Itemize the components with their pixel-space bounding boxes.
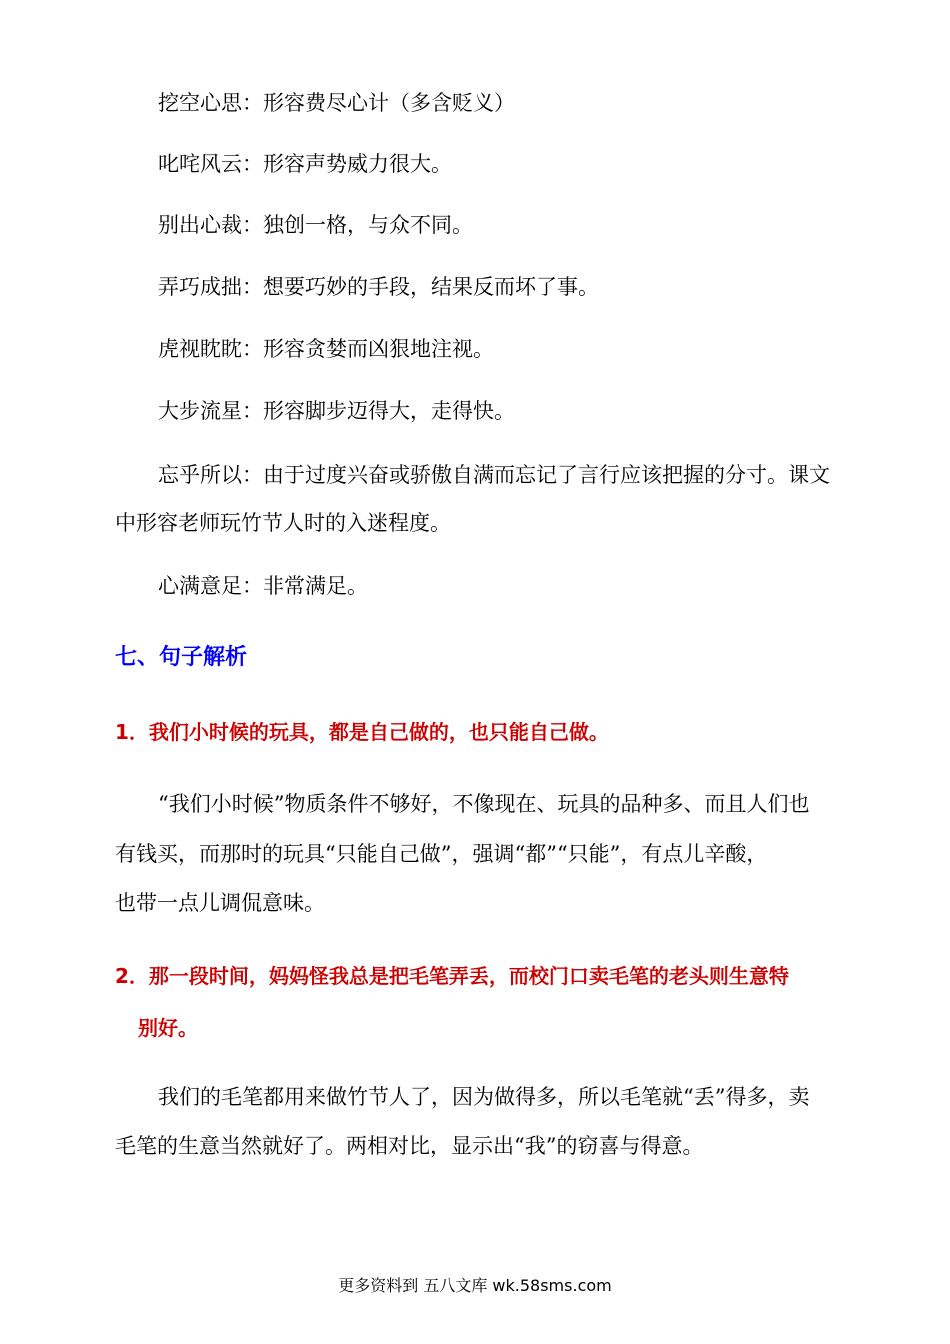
idiom-line-continued: 中形容老师玩竹节人时的入迷程度。 bbox=[115, 511, 451, 535]
idiom-line: 叱咤风云：形容声势威力很大。 bbox=[158, 152, 452, 176]
analysis-line: 有钱买，而那时的玩具“只能自己做”，强调“都”“只能”，有点儿辛酸， bbox=[115, 842, 768, 866]
section-heading: 七、句子解析 bbox=[115, 645, 248, 670]
analysis-line: 也带一点儿调侃意味。 bbox=[115, 891, 325, 915]
idiom-line: 弄巧成拙：想要巧妙的手段，结果反而坏了事。 bbox=[158, 275, 599, 299]
footer-link[interactable]: 更多资料到 五八文库 wk.58sms.com bbox=[338, 1276, 612, 1295]
idiom-line: 大步流星：形容脚步迈得大，走得快。 bbox=[158, 399, 515, 423]
sentence-heading-line: 2．那一段时间，妈妈怪我总是把毛笔弄丢，而校门口卖毛笔的老头则生意特 bbox=[115, 964, 789, 988]
sentence-heading: 1．我们小时候的玩具，都是自己做的，也只能自己做。 bbox=[115, 720, 609, 744]
idiom-line: 挖空心思：形容费尽心计（多含贬义） bbox=[158, 91, 515, 115]
analysis-line: 毛笔的生意当然就好了。两相对比，显示出“我”的窃喜与得意。 bbox=[115, 1134, 704, 1158]
idiom-line: 虎视眈眈：形容贪婪而凶狠地注视。 bbox=[158, 337, 494, 361]
idiom-line: 忘乎所以：由于过度兴奋或骄傲自满而忘记了言行应该把握的分寸。课文 bbox=[158, 463, 830, 487]
sentence-heading-line: 别好。 bbox=[138, 1016, 198, 1040]
analysis-line: 我们的毛笔都用来做竹节人了，因为做得多，所以毛笔就“丢”得多，卖 bbox=[158, 1085, 810, 1109]
analysis-line: “我们小时候”物质条件不够好，不像现在、玩具的品种多、而且人们也 bbox=[158, 792, 810, 816]
idiom-line: 别出心裁：独创一格，与众不同。 bbox=[158, 213, 473, 237]
idiom-line: 心满意足：非常满足。 bbox=[158, 574, 368, 598]
